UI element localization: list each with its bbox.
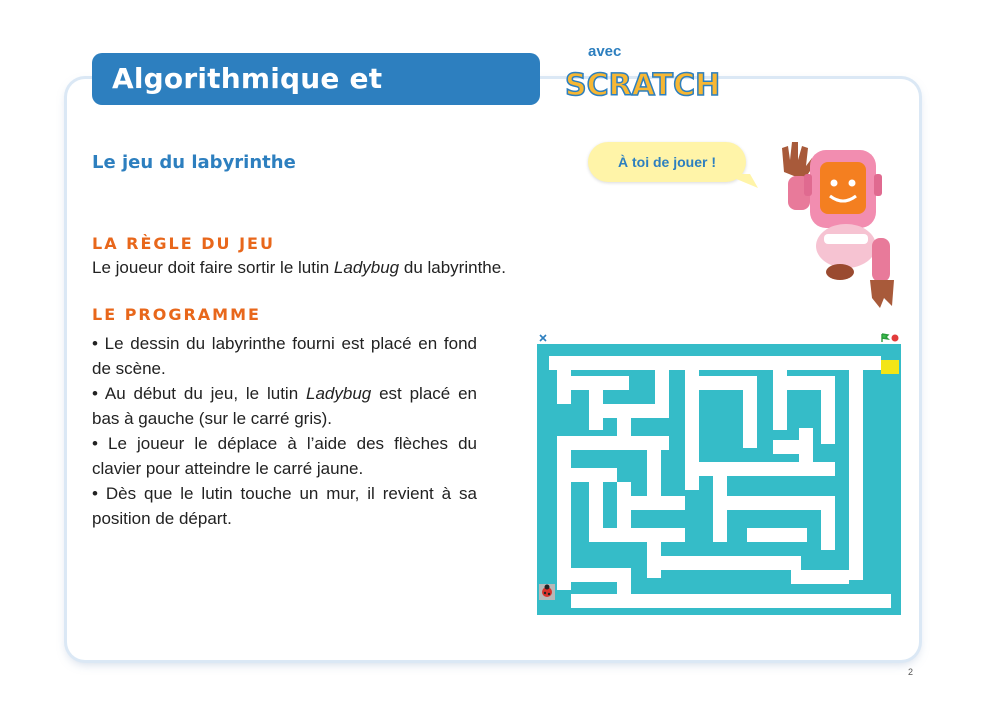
scratch-logo-icon [561, 57, 721, 103]
list-item-text: est placé en bas à gauche (sur le carré gris). [92, 384, 477, 428]
logo-prefix: avec [588, 43, 622, 60]
robot-mascot-icon [768, 138, 898, 313]
scratch-stage[interactable] [537, 332, 901, 615]
list-item-text: • Le joueur le déplace à l’aide des flèches du clavier pour atteindre le carré jaune. [92, 434, 477, 478]
scratch-logo-text: SCRATCH [565, 68, 721, 103]
list-item [92, 381, 477, 431]
page-title: Algorithmique et programmation [92, 53, 540, 105]
list-item [92, 431, 477, 481]
rules-heading: LA RÈGLE DU JEU [92, 234, 275, 253]
page-number: 2 [908, 667, 914, 677]
list-item-text: • Au début du jeu, le lutin [92, 384, 306, 403]
rules-text-end: du labyrinthe. [399, 258, 506, 277]
rules-text-sprite: Ladybug [333, 258, 400, 277]
list-item-sprite: Ladybug [306, 384, 372, 403]
list-item-text: • Dès que le lutin touche un mur, il revient à sa position de départ. [92, 484, 477, 528]
stop-icon[interactable] [892, 335, 899, 342]
program-list [92, 331, 477, 531]
list-item [92, 481, 477, 531]
section-subtitle: Le jeu du labyrinthe [92, 152, 296, 173]
speech-bubble: À toi de jouer ! [588, 142, 746, 182]
program-heading: LE PROGRAMME [92, 305, 261, 324]
rules-text [92, 258, 506, 278]
speech-bubble-tail-icon [720, 174, 760, 194]
list-item-text: • Le dessin du labyrinthe fourni est placé en fond de scène. [92, 334, 477, 378]
rules-text-start: Le joueur doit faire sortir le lutin [92, 258, 334, 277]
list-item [92, 331, 477, 381]
goal-square [881, 360, 899, 374]
